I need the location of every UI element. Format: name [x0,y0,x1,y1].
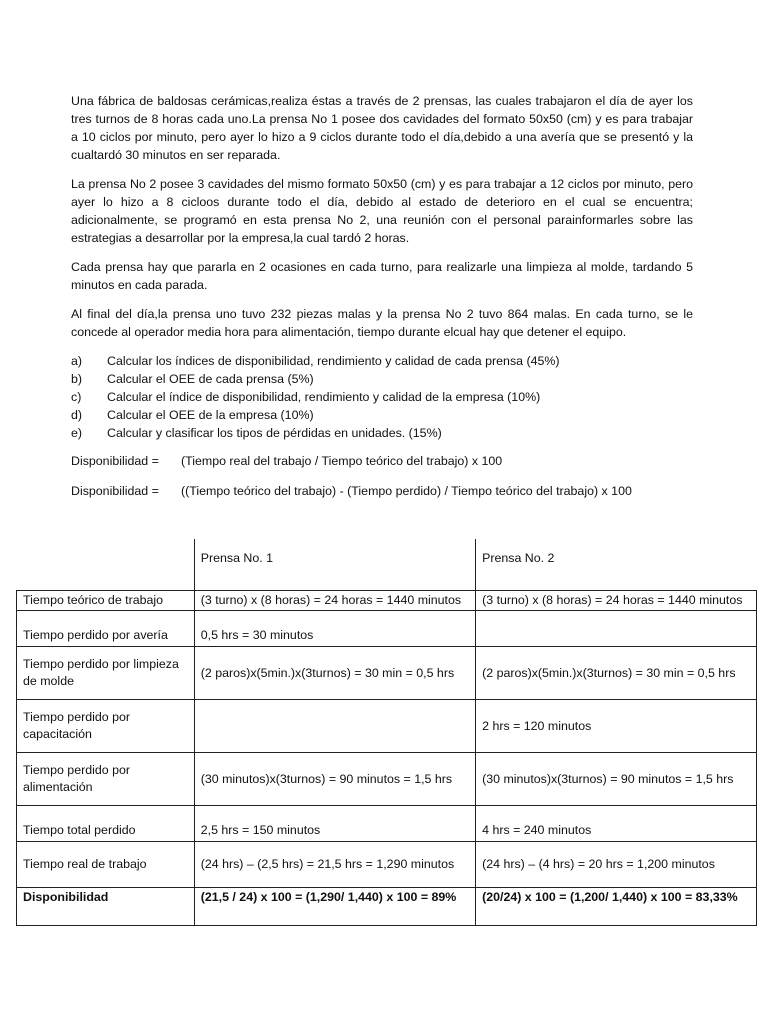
task-label: c) [71,390,82,404]
header-cell-empty [17,539,195,591]
prensa-2-cell: (3 turno) x (8 horas) = 24 horas = 1440 minutos [476,591,757,611]
task-label: d) [71,408,83,422]
table-row [17,753,757,806]
row-label: Tiempo perdido por capacitación [17,700,195,753]
table-row [17,611,757,647]
prensa-2-cell: (24 hrs) – (4 hrs) = 20 hrs = 1,200 minutos [476,842,757,888]
formula-expression: (Tiempo real del trabajo / Tiempo teórico del trabajo) x 100 [181,454,503,468]
row-label: Tiempo real de trabajo [17,842,195,888]
prensa-1-cell: 0,5 hrs = 30 minutos [194,611,475,647]
row-label: Tiempo perdido por limpieza de molde [17,647,195,700]
header-prensa-1: Prensa No. 1 [194,539,475,591]
formula-label: Disponibilidad = [71,454,159,468]
formula-1 [71,452,693,470]
prensa-2-cell: 2 hrs = 120 minutos [476,700,757,753]
task-label: a) [71,354,83,368]
prensa-1-cell: (3 turno) x (8 horas) = 24 horas = 1440 minutos [194,591,475,611]
row-label: Tiempo perdido por alimentación [17,753,195,806]
task-item [71,406,693,424]
task-text: Calcular los índices de disponibilidad, rendimiento y calidad de cada prensa (45%) [107,354,560,368]
task-text: Calcular el índice de disponibilidad, rendimiento y calidad de la empresa (10%) [107,390,541,404]
prensa-2-cell [476,611,757,647]
prensa-2-cell: 4 hrs = 240 minutos [476,806,757,842]
prensa-1-cell: (24 hrs) – (2,5 hrs) = 21,5 hrs = 1,290 minutos [194,842,475,888]
table-row [17,806,757,842]
prensa-1-cell: (21,5 / 24) x 100 = (1,290/ 1,440) x 100 = 89% [194,888,475,926]
paragraph-2: La prensa No 2 posee 3 cavidades del mismo formato 50x50 (cm) y es para trabajar a 12 ciclos por minuto, pero ayer lo hizo a 8 cicloos durante todo el día, debido al estado de deterioro en el cual se encuentra; adicionalmente, se programó en esta prensa No 2, una reunión con el personal parainformarles sobre las estrategias a desarrollar por la empresa,la cual tardó 2 horas. [71,177,693,245]
table-row [17,647,757,700]
prensa-2-cell: (20/24) x 100 = (1,200/ 1,440) x 100 = 83,33% [476,888,757,926]
table-row [17,842,757,888]
task-item [71,424,693,442]
paragraph-4: Al final del día,la prensa uno tuvo 232 piezas malas y la prensa No 2 tuvo 864 malas. En cada turno, se le concede al operador media hora para alimentación, tiempo durante elcual hay que detener el equipo. [71,307,693,339]
task-item [71,388,693,406]
availability-table [16,539,757,926]
task-list [71,352,693,442]
prensa-2-cell: (30 minutos)x(3turnos) = 90 minutos = 1,5 hrs [476,753,757,806]
task-item [71,352,693,370]
prensa-1-cell: (30 minutos)x(3turnos) = 90 minutos = 1,5 hrs [194,753,475,806]
paragraph-3: Cada prensa hay que pararla en 2 ocasiones en cada turno, para realizarle una limpieza al molde, tardando 5 minutos en cada parada. [71,260,693,292]
paragraph-1: Una fábrica de baldosas cerámicas,realiza éstas a través de 2 prensas, las cuales trabajaron el día de ayer los tres turnos de 8 horas cada uno.La prensa No 1 posee dos cavidades del formato 50x50 (cm) y es para trabajar a 10 ciclos por minuto, pero ayer lo hizo a 9 ciclos durante todo el día,debido a una avería que se presentó y la cualtardó 30 minutos en ser reparada. [71,94,693,162]
row-label: Tiempo total perdido [17,806,195,842]
prensa-1-cell [194,700,475,753]
prensa-2-cell: (2 paros)x(5min.)x(3turnos) = 30 min = 0,5 hrs [476,647,757,700]
task-text: Calcular y clasificar los tipos de pérdidas en unidades. (15%) [107,426,442,440]
row-label: Tiempo teórico de trabajo [17,591,195,611]
task-item [71,370,693,388]
table-row-disponibilidad [17,888,757,926]
task-label: e) [71,426,83,440]
prensa-1-cell: (2 paros)x(5min.)x(3turnos) = 30 min = 0,5 hrs [194,647,475,700]
table-row [17,591,757,611]
task-text: Calcular el OEE de la empresa (10%) [107,408,314,422]
table-row [17,700,757,753]
prensa-1-cell: 2,5 hrs = 150 minutos [194,806,475,842]
formula-expression: ((Tiempo teórico del trabajo) - (Tiempo perdido) / Tiempo teórico del trabajo) x 100 [181,484,632,498]
row-label: Tiempo perdido por avería [17,611,195,647]
header-prensa-2: Prensa No. 2 [476,539,757,591]
problem-statement [71,92,693,512]
task-label: b) [71,372,83,386]
formula-2 [71,482,693,500]
table-header-row [17,539,757,591]
formula-label: Disponibilidad = [71,484,159,498]
row-label: Disponibilidad [17,888,195,926]
task-text: Calcular el OEE de cada prensa (5%) [107,372,314,386]
